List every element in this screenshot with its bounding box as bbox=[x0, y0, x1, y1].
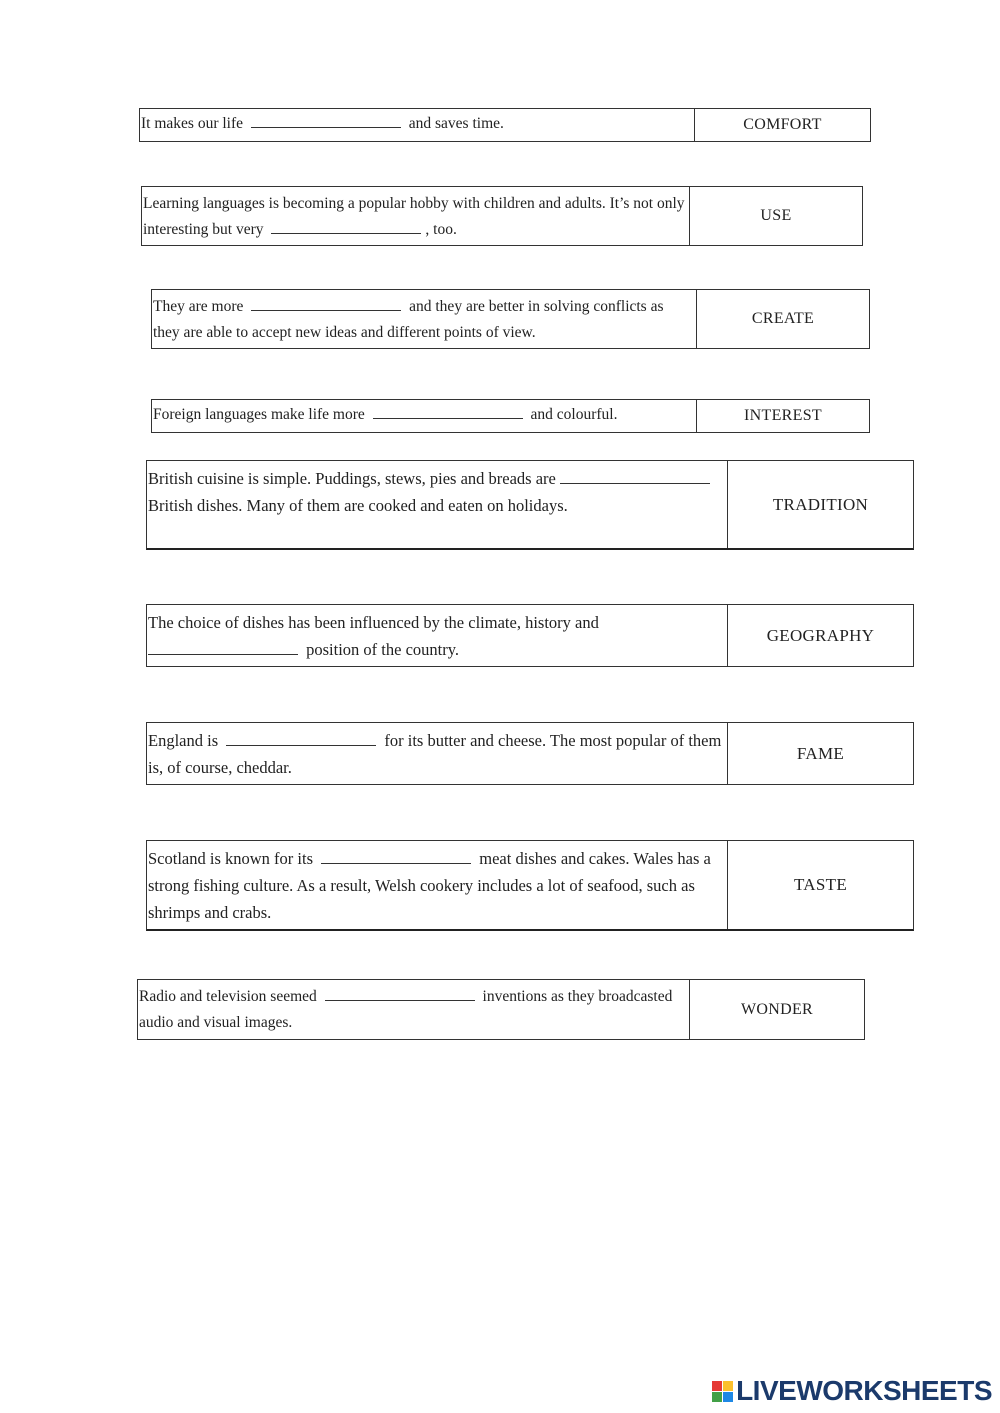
keyword-cell: TRADITION bbox=[772, 494, 869, 514]
keyword-cell: FAME bbox=[796, 743, 845, 763]
liveworksheets-logo bbox=[712, 1375, 992, 1407]
keyword-cell: TASTE bbox=[793, 875, 848, 894]
sentence-start: England is bbox=[148, 731, 219, 750]
sentence-end: meat dishes and cakes. Wales has a strong fishing culture. As a result, Welsh cookery includes a lot of seafood, such as shrimps and crabs. bbox=[148, 849, 711, 922]
exercise-row-5 bbox=[146, 460, 914, 550]
sentence bbox=[140, 109, 695, 141]
answer-blank[interactable] bbox=[325, 986, 475, 1001]
logo-square-3 bbox=[712, 1392, 722, 1402]
sentence bbox=[147, 723, 728, 784]
logo-square-4 bbox=[723, 1392, 733, 1402]
exercise-row-2 bbox=[141, 186, 863, 246]
sentence-start: Radio and television seemed bbox=[139, 988, 317, 1005]
keyword-cell: CREATE bbox=[751, 310, 815, 327]
sentence-start: Foreign languages make life more bbox=[153, 406, 365, 423]
sentence-end: , too. bbox=[425, 221, 457, 238]
logo-square-2 bbox=[723, 1381, 733, 1391]
answer-blank[interactable] bbox=[251, 296, 401, 311]
exercise-row-8 bbox=[146, 840, 914, 931]
sentence bbox=[142, 187, 690, 245]
answer-blank[interactable] bbox=[321, 849, 471, 864]
keyword-cell: USE bbox=[760, 207, 792, 224]
sentence-end: for its butter and cheese. The most popular of them is, of course, cheddar. bbox=[148, 731, 722, 777]
keyword-cell: INTEREST bbox=[744, 407, 822, 424]
sentence bbox=[147, 841, 728, 929]
exercise-row-1 bbox=[139, 108, 871, 142]
sentence-end: and saves time. bbox=[408, 115, 504, 132]
sentence bbox=[138, 980, 690, 1039]
keyword-cell: WONDER bbox=[740, 1000, 813, 1018]
sentence-end: inventions as they broadcasted audio and visual images. bbox=[139, 988, 673, 1031]
answer-blank[interactable] bbox=[560, 469, 710, 484]
answer-blank[interactable] bbox=[251, 113, 401, 128]
sentence-start: It makes our life bbox=[141, 115, 244, 132]
brand-name: LIVEWORKSHEETS bbox=[736, 1375, 992, 1406]
logo-squares-icon bbox=[712, 1381, 733, 1402]
sentence-start: They are more bbox=[153, 298, 244, 315]
keyword-cell: GEOGRAPHY bbox=[766, 625, 875, 645]
sentence bbox=[152, 290, 697, 348]
keyword-cell: COMFORT bbox=[743, 116, 822, 133]
answer-blank[interactable] bbox=[271, 219, 421, 234]
exercise-row-3 bbox=[151, 289, 870, 349]
sentence-start: The choice of dishes has been influenced by the climate, history and bbox=[148, 613, 599, 632]
exercise-row-6 bbox=[146, 604, 914, 667]
sentence bbox=[152, 400, 697, 432]
sentence-start: Scotland is known for its bbox=[148, 849, 313, 868]
exercise-row-9 bbox=[137, 979, 865, 1040]
exercise-row-7 bbox=[146, 722, 914, 785]
answer-blank[interactable] bbox=[373, 404, 523, 419]
sentence-end: position of the country. bbox=[306, 640, 460, 659]
sentence bbox=[147, 605, 728, 666]
sentence-end: British dishes. Many of them are cooked and eaten on holidays. bbox=[148, 496, 568, 515]
sentence-end: and they are better in solving conflicts as they are able to accept new ideas and different points of view. bbox=[153, 298, 664, 341]
sentence bbox=[147, 461, 728, 548]
answer-blank[interactable] bbox=[148, 640, 298, 655]
answer-blank[interactable] bbox=[226, 731, 376, 746]
exercise-row-4 bbox=[151, 399, 870, 433]
sentence-start: Learning languages is becoming a popular hobby with children and adults. It’s not only interesting but very bbox=[143, 195, 685, 238]
sentence-end: and colourful. bbox=[530, 406, 618, 423]
logo-square-1 bbox=[712, 1381, 722, 1391]
sentence-start: British cuisine is simple. Puddings, stews, pies and breads are bbox=[148, 469, 556, 488]
